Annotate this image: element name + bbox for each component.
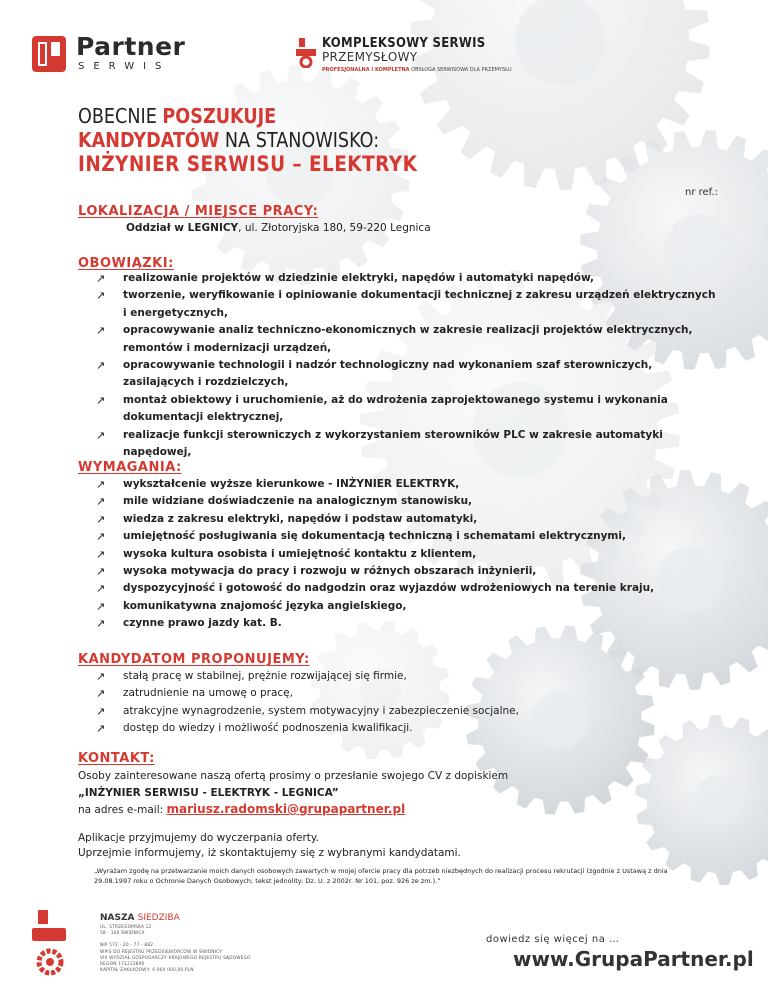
list-item (96, 357, 716, 392)
kompleksowy-serwis-logo (296, 36, 512, 84)
list-item (96, 322, 716, 357)
arrow-bullet-icon: ↗ (96, 289, 106, 303)
headline-red-2: KANDYDATÓW (78, 128, 220, 152)
list-item-text: realizowanie projektów w dziedzinie elektryki, napędów i automatyki napędów, (123, 272, 595, 284)
application-note (78, 831, 461, 861)
list-item (96, 615, 716, 632)
arrow-bullet-icon: ↗ (96, 393, 106, 407)
offer-section-title: KANDYDATOM PROPONUJEMY: (78, 652, 310, 667)
list-item-text: dostęp do wiedzy i możliwość podnoszenia kwalifikacji. (123, 722, 413, 735)
kompleksowy-line2: PRZEMYSŁOWY (322, 50, 418, 64)
arrow-bullet-icon: ↗ (96, 324, 106, 338)
arrow-bullet-icon: ↗ (96, 512, 106, 526)
offer-list (96, 668, 716, 738)
footer-seat-label (100, 913, 180, 923)
arrow-bullet-icon: ↗ (96, 617, 106, 631)
contact-email-prefix: na adres e-mail: (78, 804, 167, 816)
list-item-text: opracowywanie analiz techniczno-ekonomicznych w zakresie realizacji projektów elektrycznych, remontów i modernizacji urządzeń, (123, 324, 693, 354)
list-item (96, 685, 716, 702)
location-line (126, 222, 431, 234)
job-headline (78, 104, 417, 176)
arrow-bullet-icon: ↗ (96, 670, 106, 683)
list-item (96, 287, 716, 322)
list-item (96, 580, 716, 597)
list-item-text: realizacje funkcji sterowniczych z wykorzystaniem sterowników PLC w zakresie automatyki napędowej, (123, 428, 663, 459)
list-item-text: komunikatywna znajomość języka angielskiego, (123, 599, 407, 612)
list-item-text: mile widziane doświadczenie na analogicznym stanowisku, (123, 495, 473, 508)
website-link[interactable]: www.GrupaPartner.pl (513, 947, 754, 971)
kompleksowy-tagline (322, 67, 512, 73)
list-item (96, 598, 716, 615)
arrow-bullet-icon: ↗ (96, 359, 106, 373)
footer-address-line: KAPITAŁ ZAKŁADOWY: 9 000 000,00 PLN (100, 968, 194, 974)
location-prefix: Oddział w (126, 222, 188, 234)
contact-block (78, 768, 508, 819)
footer-address-line: 58 - 100 ŚWIDNICA (100, 931, 145, 937)
requirements-list (96, 476, 716, 633)
contact-subject-line: „INŻYNIER SERWISU - ELEKTRYK - LEGNICA” (78, 786, 339, 799)
footer-gear-cross-logo-icon (30, 910, 70, 980)
footer-address-line: UL. STRZEGOMSKA 12 (100, 925, 152, 930)
contact-email-link[interactable]: mariusz.radomski@grupapartner.pl (166, 802, 406, 816)
arrow-bullet-icon: ↗ (96, 272, 106, 285)
contact-line1: Osoby zainteresowane naszą ofertą prosimy o przesłanie swojego CV z dopiskiem (78, 770, 509, 782)
list-item-text: dyspozycyjność i gotowość do nadgodzin oraz wyjazdów wdrożeniowych na terenie kraju, (123, 582, 655, 595)
partner-logo-sub: SERWIS (78, 61, 171, 72)
footer-seat-red: SIEDZIBA (137, 913, 180, 923)
list-item-text: tworzenie, weryfikowanie i opiniowanie dokumentacji technicznej z zakresu urządzeń elektrycznych i energetycznych, (123, 289, 716, 319)
duties-section-title: OBOWIĄZKI: (78, 256, 174, 271)
background-gear-hub (695, 775, 746, 826)
arrow-bullet-icon: ↗ (96, 428, 106, 442)
list-item-text: montaż obiektowy i uruchomienie, aż do wdrożenia zaprojektowanego systemu i wykonania dokumentacji elektrycznej, (123, 393, 668, 424)
list-item (96, 703, 716, 720)
application-note-line1: Aplikacje przyjmujemy do wyczerpania oferty. (78, 832, 319, 844)
list-item-text: czynne prawo jazdy kat. B. (123, 617, 282, 630)
list-item (96, 563, 716, 580)
partner-logo-name: Partner (76, 32, 186, 61)
arrow-bullet-icon: ↗ (96, 495, 106, 509)
location-address: , ul. Złotoryjska 180, 59-220 Legnica (238, 222, 431, 234)
job-title: INŻYNIER SERWISU – ELEKTRYK (78, 152, 418, 176)
list-item-text: wykształcenie wyższe kierunkowe - INŻYNIER ELEKTRYK, (123, 478, 460, 490)
list-item-text: stałą pracę w stabilnej, prężnie rozwijającej się firmie, (123, 670, 407, 682)
list-item (96, 528, 716, 545)
application-note-line2: Uprzejmie informujemy, iż skontaktujemy się z wybranymi kandydatami. (78, 847, 461, 859)
arrow-bullet-icon: ↗ (96, 687, 106, 701)
headline-plain-1: OBECNIE (78, 104, 163, 128)
footer-address-line: WPIS DO REJESTRU PRZEDSIĘBIORCÓW W ŚWIDNICY (100, 949, 223, 955)
contact-email-line (78, 801, 508, 819)
partner-serwis-logo (32, 32, 212, 76)
footer-address-line: NIP 572 - 20 - 77 - 882 (100, 943, 154, 949)
arrow-bullet-icon: ↗ (96, 565, 106, 579)
learn-more-label: dowiedz się więcej na … (486, 934, 620, 945)
list-item (96, 270, 716, 287)
kompleksowy-line1: KOMPLEKSOWY SERWIS (322, 36, 486, 51)
list-item (96, 668, 716, 685)
reference-number-label: nr ref.: (685, 187, 719, 198)
list-item-text: wysoka motywacja do pracy i rozwoju w różnych obszarach inżynierii, (123, 565, 537, 578)
gear-cross-logo-icon (296, 38, 316, 68)
arrow-bullet-icon: ↗ (96, 704, 106, 718)
list-item (96, 720, 716, 737)
arrow-bullet-icon: ↗ (96, 530, 106, 544)
list-item (96, 511, 716, 528)
list-item-text: wiedza z zakresu elektryki, napędów i podstaw automatyki, (123, 512, 478, 525)
footer-address (100, 925, 251, 974)
list-item-text: opracowywanie technologii i nadzór technologiczny nad wykonaniem szaf sterowniczych, zasilających i rozdzielczych, (123, 359, 653, 389)
tagline-bold: PROFESJONALNA I KOMPLETNA (322, 67, 410, 73)
footer-address-line: REGON 171212890 (100, 962, 145, 968)
list-item (96, 427, 716, 462)
list-item (96, 493, 716, 510)
list-item-text: wysoka kultura osobista i umiejętność kontaktu z klientem, (123, 547, 477, 560)
location-city: LEGNICY (187, 222, 239, 234)
list-item (96, 476, 716, 493)
data-consent-clause: „Wyrażam zgodę na przetwarzanie moich danych osobowych zawartych w mojej ofercie pracy dla potrzeb niezbędnych do realizacji procesu rekrutacji (zgodnie z Ustawą z dnia 29.08.1997 roku o Ochronie Danych Osobowych; tekst jednolity: Dz. U. z 2002r. Nr 101, poz. 926 ze zm.).” (94, 867, 668, 885)
footer-address-line: VIII WYDZIAŁ GOSPODARCZY KRAJOWEGO REJESTRU SĄDOWEGO (100, 955, 251, 961)
list-item-text: umiejętność posługiwania się dokumentacją techniczną i schematami elektrycznymi, (123, 530, 626, 543)
duties-list (96, 270, 716, 461)
list-item (96, 546, 716, 563)
list-item (96, 392, 716, 427)
arrow-bullet-icon: ↗ (96, 599, 106, 613)
list-item-text: atrakcyjne wynagrodzenie, system motywacyjny i zabezpieczenie socjalne, (123, 704, 519, 717)
contact-section-title: KONTAKT: (78, 751, 155, 766)
footer-seat-bold: NASZA (100, 913, 135, 923)
arrow-bullet-icon: ↗ (96, 547, 106, 561)
tagline-rest: OBSŁUGA SERWISOWA DLA PRZEMYSŁU (411, 67, 512, 73)
requirements-section-title: WYMAGANIA: (78, 460, 182, 475)
arrow-bullet-icon: ↗ (96, 722, 106, 736)
location-section-title: LOKALIZACJA / MIEJSCE PRACY: (78, 204, 319, 219)
arrow-bullet-icon: ↗ (96, 582, 106, 596)
headline-red-1: POSZUKUJE (162, 104, 277, 128)
arrow-bullet-icon: ↗ (96, 478, 106, 491)
headline-plain-2: NA STANOWISKO: (219, 128, 380, 152)
list-item-text: zatrudnienie na umowę o pracę, (123, 687, 293, 700)
partner-logo-mark-icon (32, 36, 66, 72)
